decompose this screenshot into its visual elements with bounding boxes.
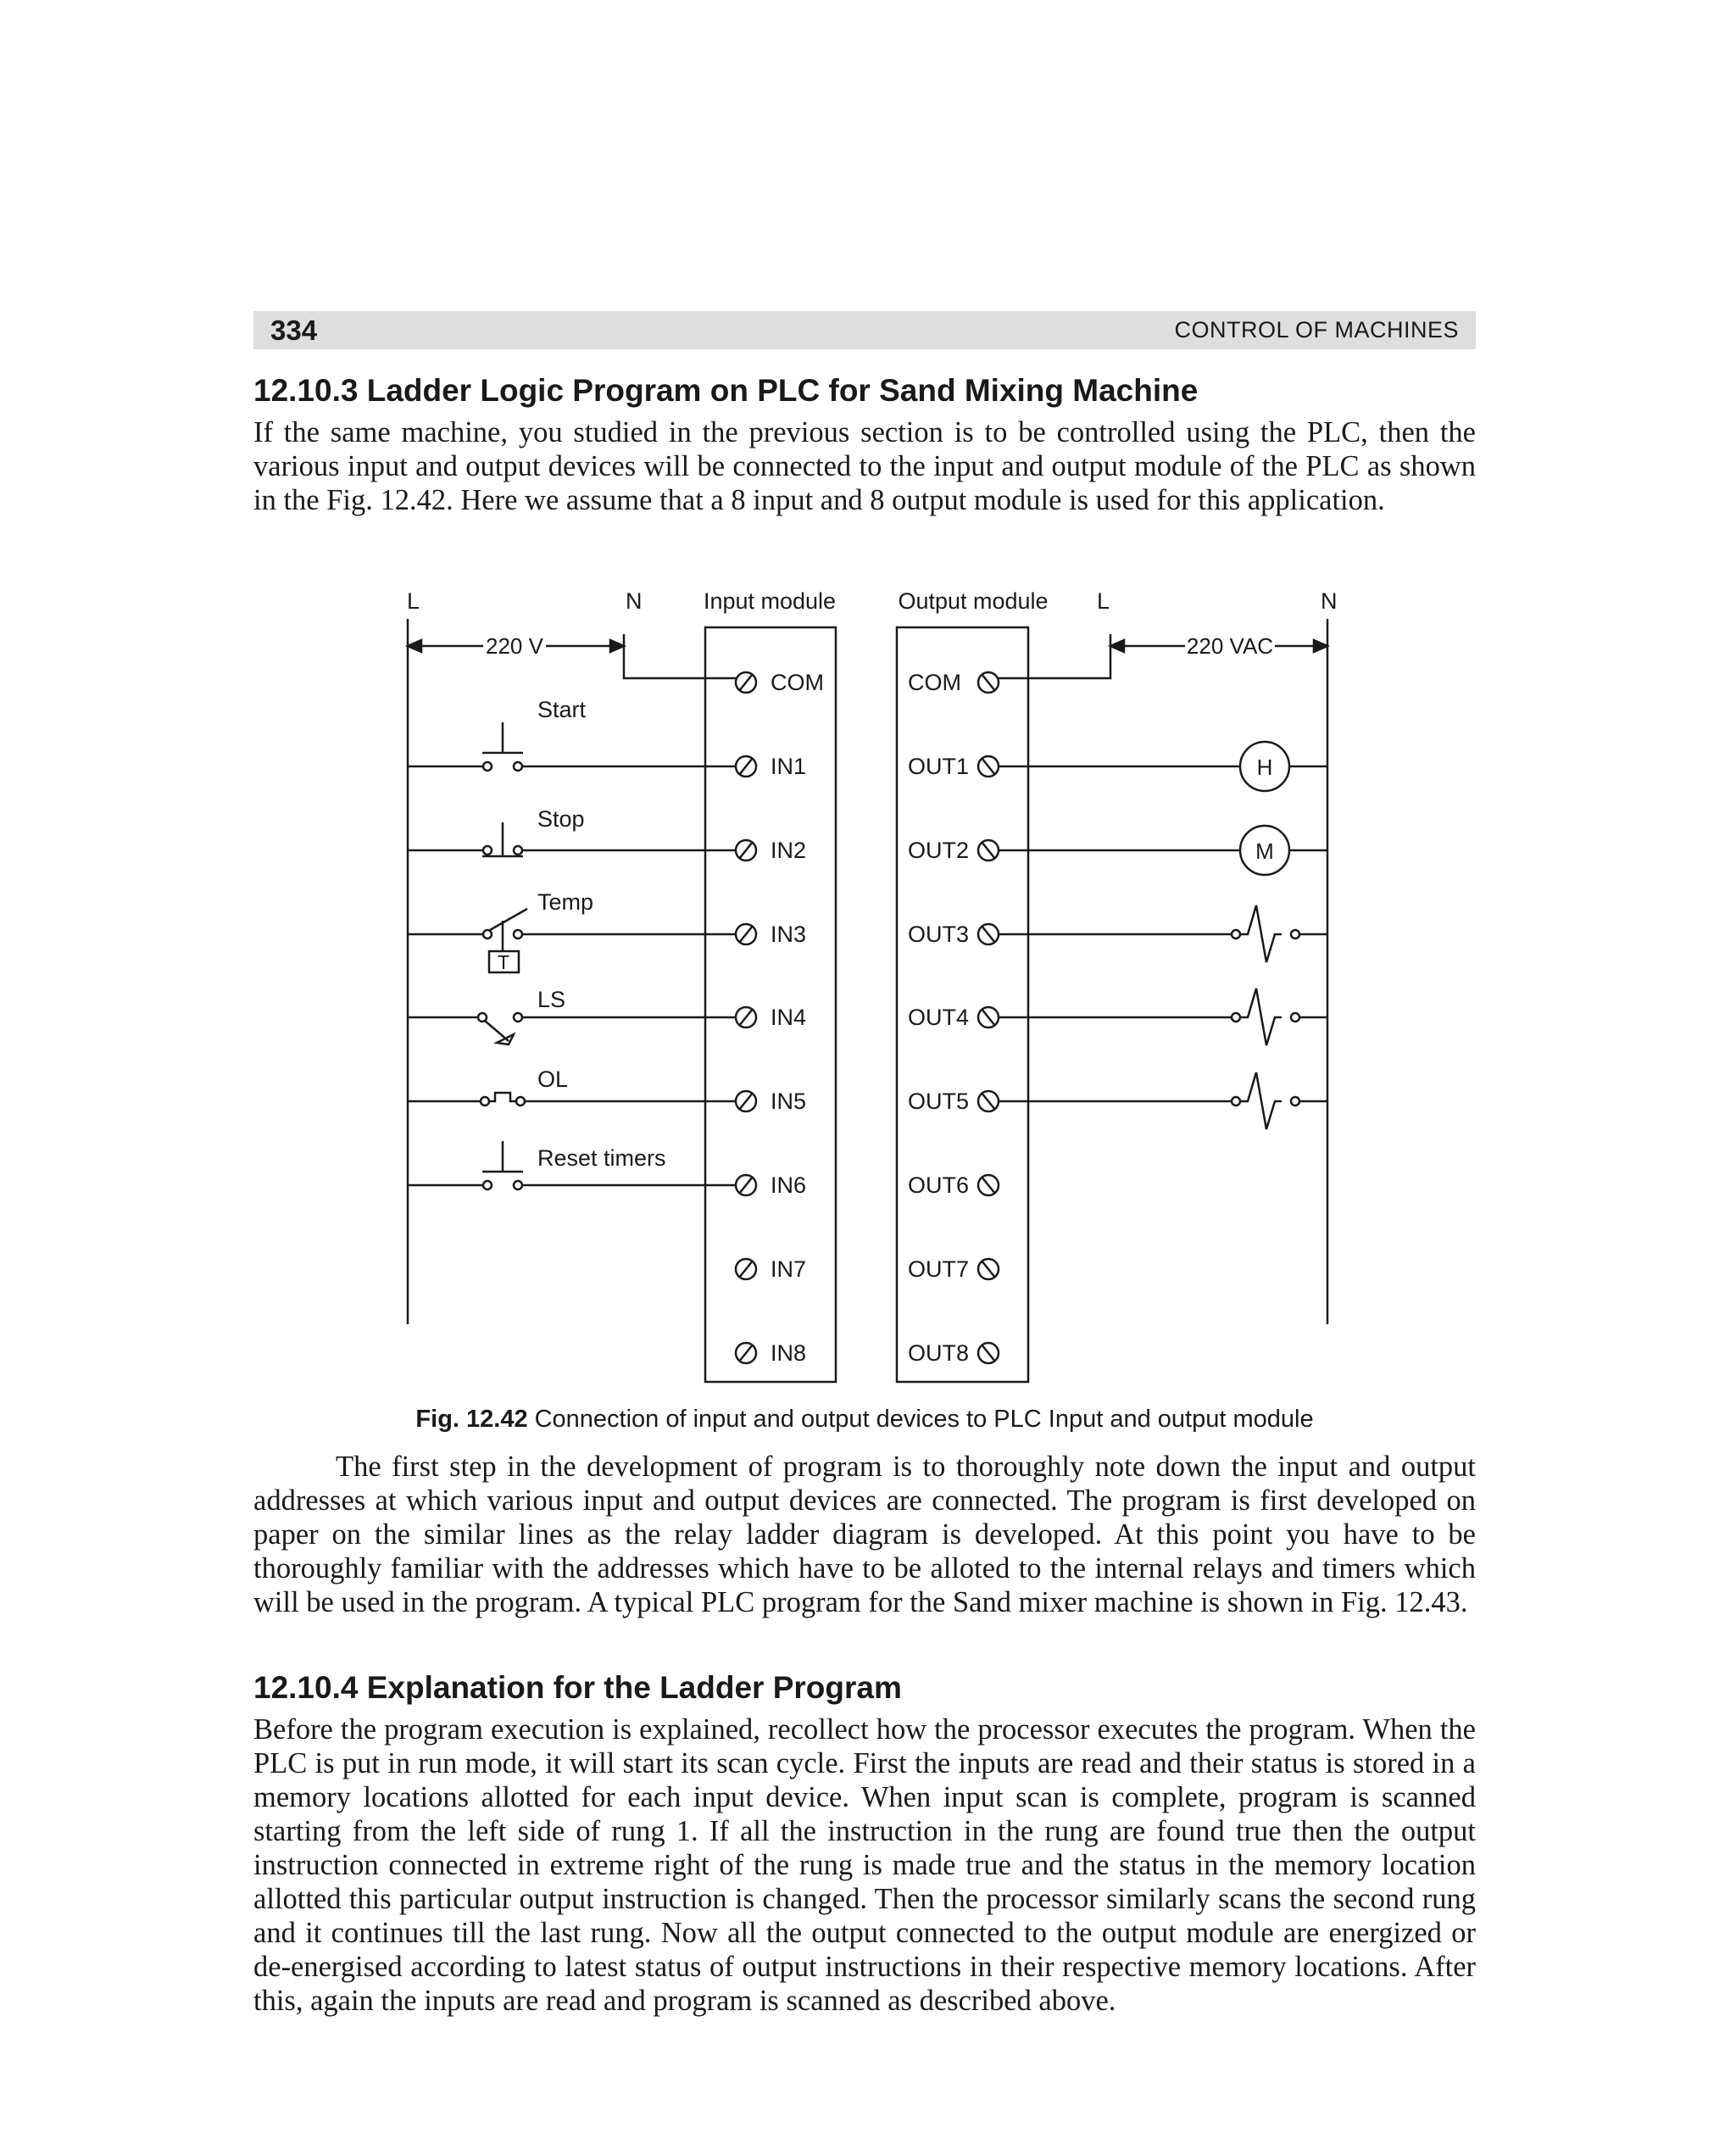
output-terminal-com — [908, 670, 999, 695]
input-terminal-in6 — [736, 1172, 806, 1198]
stop-pushbutton — [408, 806, 736, 856]
output-terminal-label: OUT8 — [908, 1340, 970, 1366]
output-terminal-out2 — [908, 838, 999, 863]
left-L-label: L — [407, 588, 420, 614]
input-terminal-label: IN4 — [771, 1005, 807, 1030]
input-terminal-label: IN1 — [771, 754, 807, 779]
right-voltage-arrow-left — [1110, 640, 1124, 652]
output-terminal-label: OUT7 — [908, 1256, 970, 1282]
left-voltage-arrow-left — [408, 640, 421, 652]
output-terminal-label: COM — [908, 670, 961, 695]
solenoid-load-out4 — [999, 989, 1327, 1045]
limit-switch — [408, 987, 736, 1044]
input-terminal-label: COM — [771, 670, 824, 695]
temp-label: Temp — [537, 889, 594, 915]
stop-label: Stop — [537, 806, 585, 832]
reset-timers-pushbutton — [408, 1141, 736, 1189]
input-terminal-in4 — [736, 1005, 806, 1030]
left-N-label: N — [626, 588, 643, 614]
explanation-paragraph: Before the program execution is explained, recollect how the processor executes the program. When the PLC is put in run mode, it will start its scan cycle. First the inputs are read and their status is stored in a memory locations allotted for each input device. When input scan is complete, program is scanned starting from the left side of rung 1. If all the instruction in the rung are found true then the output instruction connected in extreme right of the rung is made true and the status in the memory location allotted this particular output instruction is changed. Then the processor similarly scans the second rung and it continues till the last rung. Now all the output connected to the output module are energized or de-energised according to latest status of output instructions in their respective memory locations. After this, again the inputs are read and program is scanned as described above. — [253, 1713, 1476, 2017]
body-paragraph: The first step in the development of program is to thoroughly note down the input and output addresses at which various input and output devices are connected. The program is first developed on paper on the similar lines as the relay ladder diagram is developed. At this point you have to be thoroughly familiar with the addresses which have to be alloted to the internal relays and timers which will be used in the program. A typical PLC program for the Sand mixer machine is shown in Fig. 12.43. — [253, 1451, 1476, 1618]
left-voltage-arrow-right — [610, 640, 624, 652]
section-heading-12-10-4: 12.10.4 Explanation for the Ladder Program — [253, 1670, 902, 1705]
output-terminal-out1 — [908, 754, 999, 779]
start-label: Start — [537, 697, 587, 722]
start-pushbutton — [408, 697, 736, 771]
right-voltage-arrow-right — [1314, 640, 1327, 652]
ls-label: LS — [537, 987, 566, 1012]
heater-label: H — [1256, 755, 1273, 780]
output-terminal-out3 — [908, 922, 999, 947]
output-module-title: Output module — [898, 588, 1049, 614]
page-number: 334 — [270, 314, 318, 346]
ol-label: OL — [537, 1066, 569, 1092]
input-terminal-label: IN8 — [771, 1340, 807, 1366]
input-terminal-label: IN5 — [771, 1089, 807, 1114]
output-terminal-label: OUT4 — [908, 1005, 970, 1030]
solenoid-load-out5 — [999, 1072, 1327, 1129]
output-terminal-out5 — [908, 1089, 999, 1114]
motor-label: M — [1255, 838, 1274, 864]
input-terminal-in3 — [736, 922, 806, 947]
overload-contact — [408, 1066, 736, 1105]
reset-timers-label: Reset timers — [537, 1145, 666, 1171]
intro-paragraph: If the same machine, you studied in the previous section is to be controlled using the PLC, then the various input and output devices will be connected to the input and output module of the PLC as shown in the Fig. 12.42. Here we assume that a 8 input and 8 output module is used for this application. — [253, 416, 1476, 516]
input-terminal-label: IN7 — [771, 1256, 807, 1282]
output-terminal-label: OUT3 — [908, 922, 970, 947]
output-terminal-label: OUT5 — [908, 1089, 970, 1114]
input-terminal-in5 — [736, 1089, 806, 1114]
figure-caption-text: Connection of input and output devices to PLC Input and output module — [534, 1406, 1314, 1433]
input-module-title: Input module — [703, 588, 837, 614]
output-terminal-out4 — [908, 1005, 999, 1030]
input-terminal-in7 — [736, 1256, 806, 1282]
input-terminal-com — [736, 670, 824, 695]
right-L-to-com-wire — [997, 634, 1110, 678]
right-L-label: L — [1097, 588, 1110, 614]
heater-load — [999, 742, 1327, 791]
figure-number: Fig. 12.42 — [415, 1406, 528, 1433]
output-terminal-out6 — [908, 1172, 999, 1198]
solenoid-load-out3 — [999, 905, 1327, 962]
input-terminal-in8 — [736, 1340, 806, 1366]
motor-load — [999, 826, 1327, 875]
output-terminal-out7 — [908, 1256, 999, 1282]
section-heading-12-10-3: 12.10.3 Ladder Logic Program on PLC for Sand Mixing Machine — [253, 373, 1199, 408]
output-terminal-label: OUT6 — [908, 1172, 970, 1198]
output-terminal-label: OUT1 — [908, 754, 970, 779]
running-title: CONTROL OF MACHINES — [1174, 317, 1459, 343]
input-terminal-label: IN6 — [771, 1172, 807, 1198]
right-N-label: N — [1321, 588, 1338, 614]
left-voltage-label: 220 V — [486, 633, 543, 659]
left-N-to-com-wire — [624, 634, 737, 678]
output-terminal-label: OUT2 — [908, 838, 970, 863]
right-voltage-label: 220 VAC — [1186, 633, 1274, 659]
output-terminal-out8 — [908, 1340, 999, 1366]
input-terminal-in1 — [736, 754, 806, 779]
input-terminal-label: IN3 — [771, 922, 807, 947]
temp-box-label: T — [497, 951, 510, 973]
temp-switch — [408, 889, 736, 973]
input-terminal-label: IN2 — [771, 838, 807, 863]
input-terminal-in2 — [736, 838, 806, 863]
